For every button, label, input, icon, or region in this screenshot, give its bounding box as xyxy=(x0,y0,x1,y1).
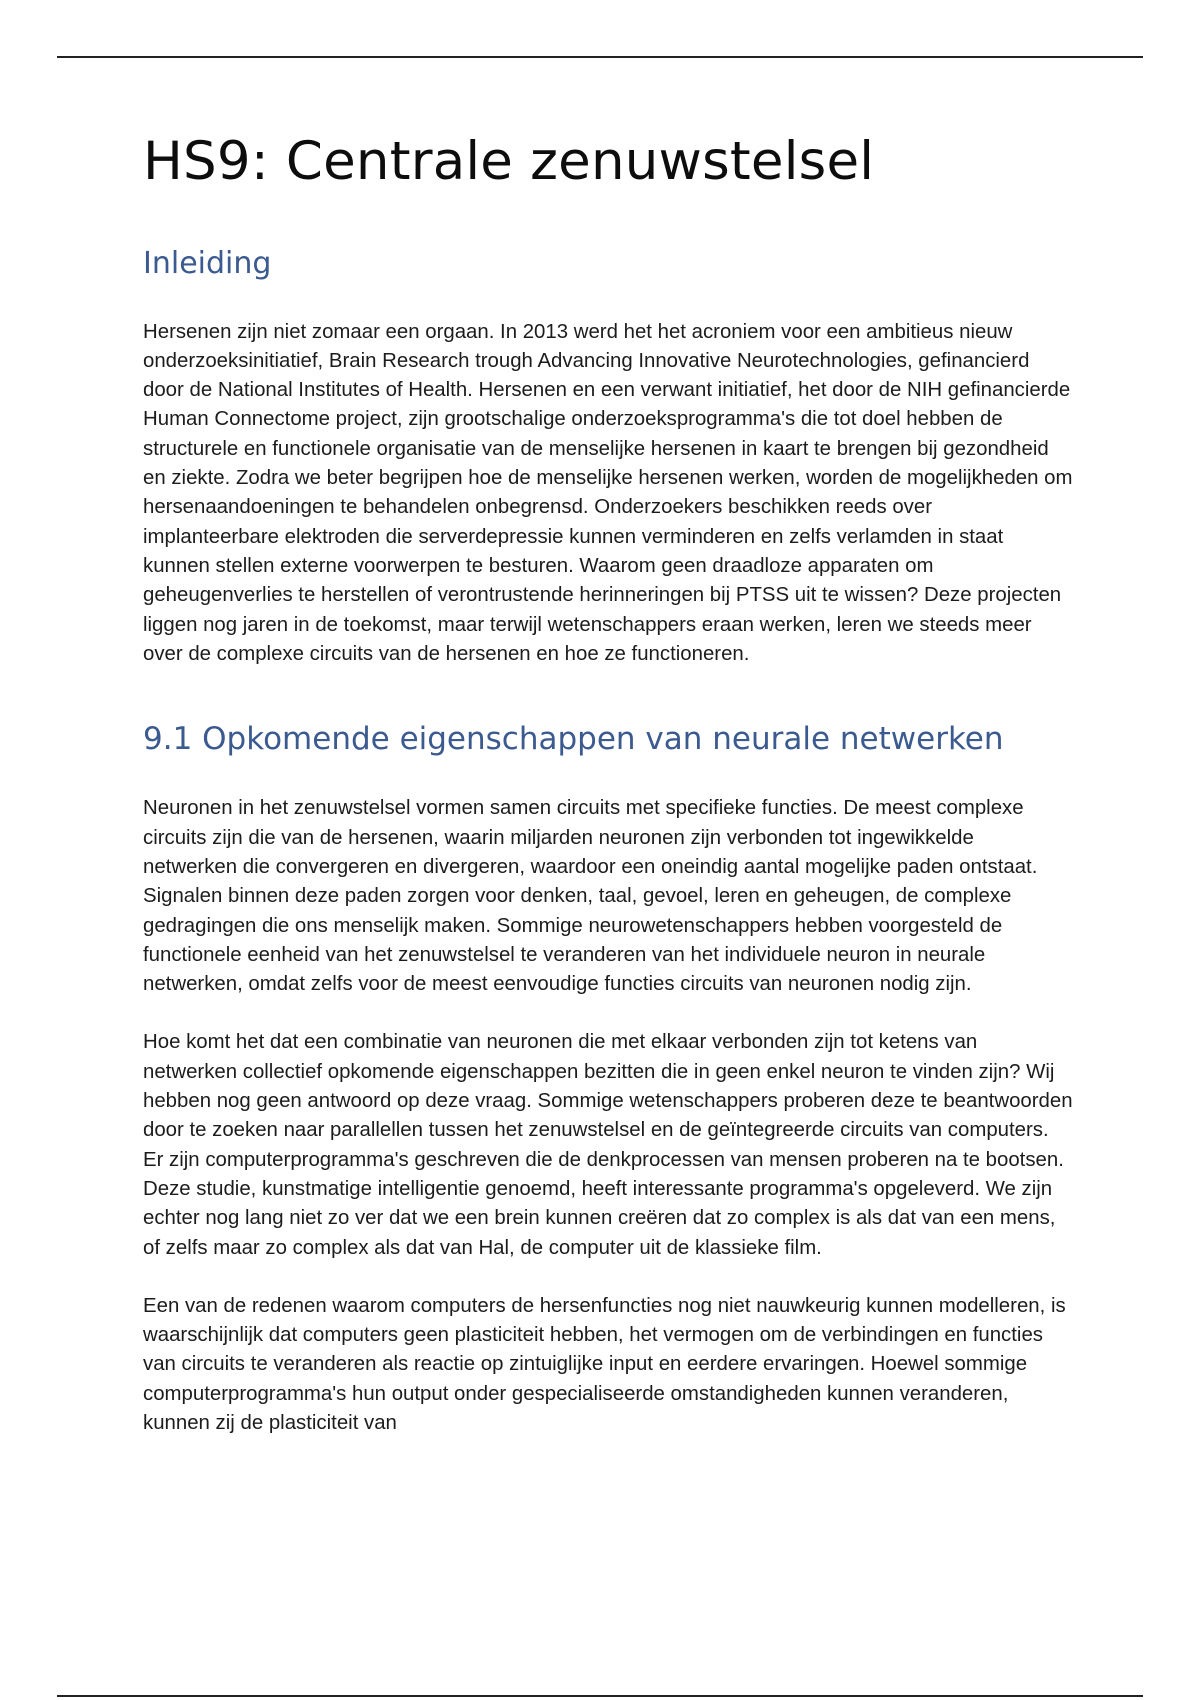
bottom-rule xyxy=(57,1695,1143,1697)
section-paragraph-1: Neuronen in het zenuwstelsel vormen samen circuits met specifieke functies. De meest complexe circuits zijn die van de hersenen, waarin miljarden neuronen zijn verbonden tot ingewikkelde netwerken die convergeren en divergeren, waardoor een oneindig aantal mogelijke paden ontstaat. Signalen binnen deze paden zorgen voor denken, taal, gevoel, leren en geheugen, de complexe gedragingen die ons menselijk maken. Sommige neurowetenschappers hebben voorgesteld de functionele eenheid van het zenuwstelsel te veranderen van het individuele neuron in neurale netwerken, omdat zelfs voor de meest eenvoudige functies circuits van neuronen nodig zijn. xyxy=(143,797,1038,996)
top-rule xyxy=(57,56,1143,58)
section-paragraph-3: Een van de redenen waarom computers de hersenfuncties nog niet nauwkeurig kunnen modelleren, is waarschijnlijk dat computers geen plasticiteit hebben, het vermogen om de verbindingen en functies van circuits te veranderen als reactie op zintuiglijke input en eerdere ervaringen. Hoewel sommige computerprogramma's hun output onder gespecialiseerde omstandigheden kunnen veranderen, kunnen zij de plasticiteit van xyxy=(143,1294,1066,1434)
intro-heading: Inleiding xyxy=(143,245,272,281)
document-title: HS9: Centrale zenuwstelsel xyxy=(143,131,875,192)
section-paragraph-2: Hoe komt het dat een combinatie van neuronen die met elkaar verbonden zijn tot ketens van netwerken collectief opkomende eigenschappen bezitten die in geen enkel neuron te vinden zijn? Wij hebben nog geen antwoord op deze vraag. Sommige wetenschappers proberen deze te beantwoorden door te zoeken naar parallellen tussen het zenuwstelsel en de geïntegreerde circuits van computers. Er zijn computerprogramma's geschreven die de denkprocessen van mensen proberen na te bootsen. Deze studie, kunstmatige intelligentie genoemd, heeft interessante programma's opgeleverd. We zijn echter nog lang niet zo ver dat we een brein kunnen creëren dat zo complex is als dat van een mens, of zelfs maar zo complex als dat van Hal, de computer uit de klassieke film. xyxy=(143,1031,1073,1259)
document-page xyxy=(143,130,1073,1438)
section-heading: 9.1 Opkomende eigenschappen van neurale netwerken xyxy=(143,721,1004,758)
intro-paragraph: Hersenen zijn niet zomaar een orgaan. In 2013 werd het het acroniem voor een ambitieus nieuw onderzoeksinitiatief, Brain Research trough Advancing Innovative Neurotechnologies, gefinancierd door de National Institutes of Health. Hersenen en een verwant initiatief, het door de NIH gefinancierde Human Connectome project, zijn grootschalige onderzoeksprogramma's die tot doel hebben de structurele en functionele organisatie van de menselijke hersenen in kaart te brengen bij gezondheid en ziekte. Zodra we beter begrijpen hoe de menselijke hersenen werken, worden de mogelijkheden om hersenaandoeningen te behandelen onbegrensd. Onderzoekers beschikken reeds over implanteerbare elektroden die serverdepressie kunnen verminderen en zelfs verlamden in staat kunnen stellen externe voorwerpen te besturen. Waarom geen draadloze apparaten om geheugenverlies te herstellen of verontrustende herinneringen bij PTSS uit te wissen? Deze projecten liggen nog jaren in de toekomst, maar terwijl wetenschappers eraan werken, leren we steeds meer over de complexe circuits van de hersenen en hoe ze functioneren. xyxy=(143,320,1073,665)
